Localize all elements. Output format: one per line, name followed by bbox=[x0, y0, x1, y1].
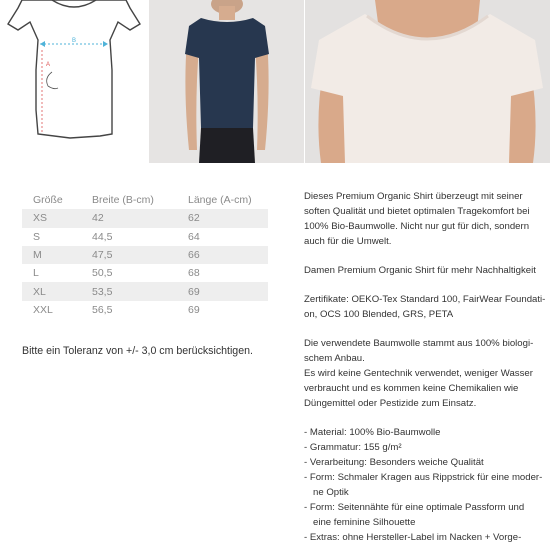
cotton-line: Düngemittel oder Pestizide zum Einsatz. bbox=[304, 398, 477, 409]
intro-line: soften Qualität und bietet optimalen Tragekomfort bei bbox=[304, 206, 530, 217]
intro-line: Dieses Premium Organic Shirt überzeugt mit seiner bbox=[304, 191, 523, 202]
table-row bbox=[22, 282, 268, 300]
list-item: - Verarbeitung: Besonders weiche Qualität bbox=[304, 457, 484, 468]
table-cell: 47,5 bbox=[81, 246, 177, 264]
model-front-closeup-photo bbox=[305, 0, 550, 163]
table-cell: XS bbox=[22, 209, 81, 227]
list-item: - Material: 100% Bio-Baumwolle bbox=[304, 427, 441, 438]
table-cell: 62 bbox=[177, 209, 268, 227]
cert-line: on, OCS 100 Blended, GRS, PETA bbox=[304, 309, 454, 320]
table-header: Größe bbox=[33, 194, 63, 207]
table-cell: 69 bbox=[177, 282, 268, 300]
table-cell: 66 bbox=[177, 246, 268, 264]
intro-line: 100% Bio-Baumwolle. Nicht nur gut für dich, sondern bbox=[304, 221, 530, 232]
table-cell: L bbox=[33, 267, 39, 280]
table-row bbox=[22, 246, 268, 264]
list-item: - Extras: ohne Hersteller-Label im Nacken + Vorge- bbox=[304, 532, 522, 543]
table-header-row bbox=[22, 191, 268, 209]
cotton-line: schem Anbau. bbox=[304, 353, 365, 364]
model-back-photo bbox=[149, 0, 304, 163]
table-cell: 44,5 bbox=[92, 230, 113, 243]
table-cell: XL bbox=[22, 282, 81, 300]
table-cell: 50,5 bbox=[92, 267, 113, 280]
table-row bbox=[22, 301, 268, 319]
table-cell: 42 bbox=[81, 209, 177, 227]
list-item: - Grammatur: 155 g/m² bbox=[304, 442, 402, 453]
width-marker: B bbox=[71, 38, 77, 44]
length-marker: A bbox=[46, 62, 51, 68]
list-item: - Form: Seitennähte für eine optimale Passform und eine feminine Silhouette bbox=[304, 502, 525, 528]
feature-list bbox=[304, 425, 550, 545]
table-cell: 69 bbox=[188, 303, 200, 316]
table-row bbox=[22, 228, 268, 246]
cotton-line: verbraucht und es kommen keine Chemikalien wie bbox=[304, 383, 519, 394]
table-cell: XXL bbox=[33, 303, 53, 316]
table-row bbox=[22, 209, 268, 227]
table-header: Länge (A-cm) bbox=[188, 194, 252, 207]
table-cell: 56,5 bbox=[92, 303, 113, 316]
table-row bbox=[22, 264, 268, 282]
table-cell: S bbox=[33, 230, 41, 243]
intro-line: auch für die Umwelt. bbox=[304, 236, 392, 247]
table-cell: M bbox=[22, 246, 81, 264]
tagline: Damen Premium Organic Shirt für mehr Nachhaltigkeit bbox=[304, 265, 536, 276]
table-cell: 53,5 bbox=[81, 282, 177, 300]
cotton-line: Es wird keine Gentechnik verwendet, weniger Wasser bbox=[304, 368, 533, 379]
product-description bbox=[304, 189, 550, 545]
table-cell: 68 bbox=[188, 267, 200, 280]
size-diagram-image bbox=[0, 0, 148, 163]
tolerance-note: Bitte ein Toleranz von +/- 3,0 cm berücksichtigen. bbox=[22, 345, 253, 357]
size-table bbox=[22, 191, 268, 319]
table-cell: 64 bbox=[188, 230, 200, 243]
cotton-line: Die verwendete Baumwolle stammt aus 100% biologi- bbox=[304, 338, 534, 349]
cert-line: Zertifikate: OEKO-Tex Standard 100, FairWear Foundati- bbox=[304, 294, 546, 305]
table-header: Breite (B-cm) bbox=[92, 194, 154, 207]
list-item: - Form: Schmaler Kragen aus Rippstrick für eine moder- ne Optik bbox=[304, 472, 543, 498]
